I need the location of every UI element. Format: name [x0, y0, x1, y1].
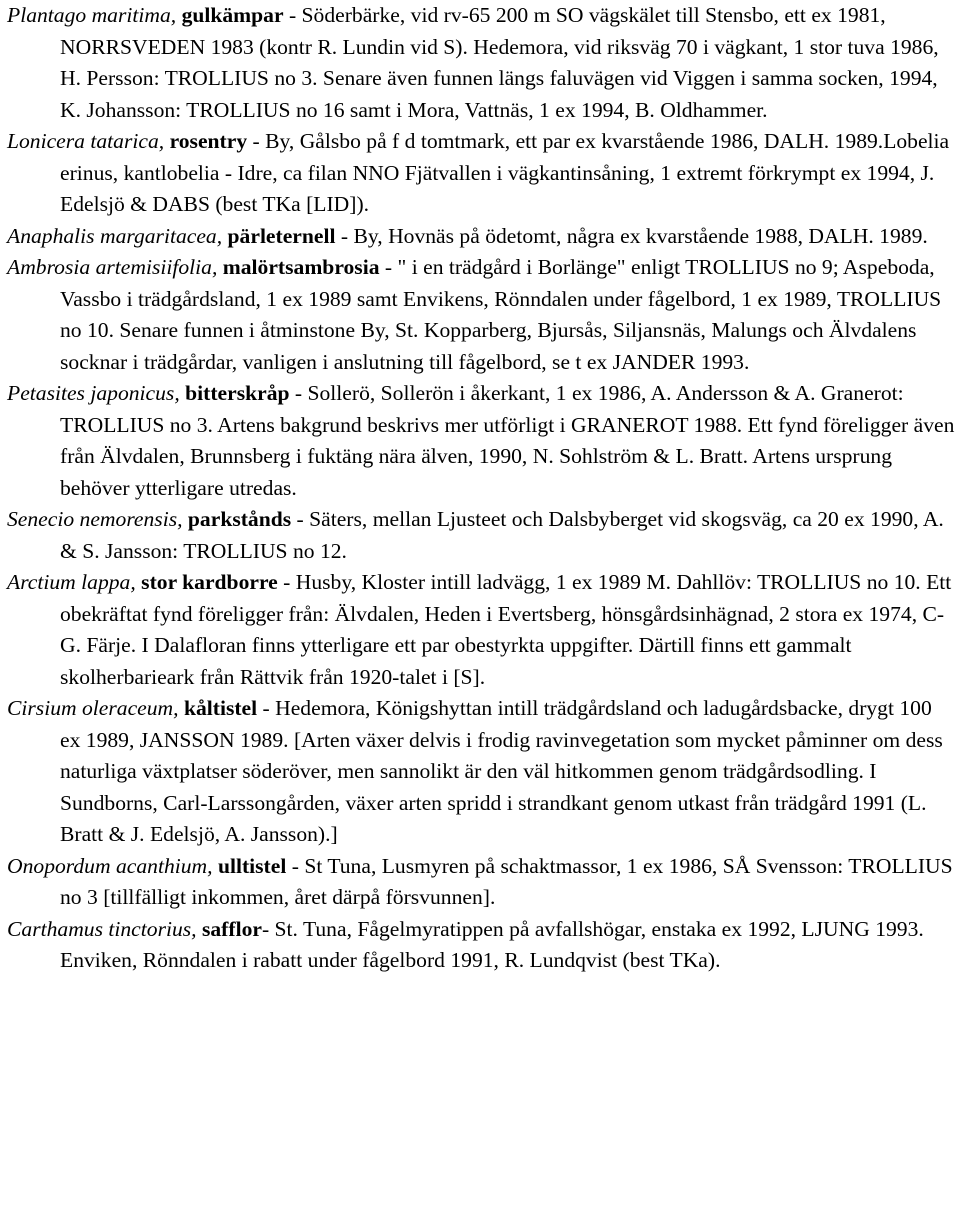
entry-text: - Sollerö, Sollerön i åkerkant, 1 ex 1986, A. Andersson & A. Granerot: TROLLIUS no 3. Artens bakgrund beskrivs mer utförligt i GRANEROT 1988. Ett fynd föreligger även från Älvdalen, Brunnsberg i fuktäng nära älven, 1990, N. Sohlström & L. Bratt. Artens ursprung behöver ytterligare utredas.	[60, 381, 955, 500]
species-entry-onopordum-acanthium	[7, 851, 955, 914]
species-entry-petasites-japonicus	[7, 378, 955, 504]
common-name: rosentry	[169, 129, 248, 153]
latin-name: Plantago maritima,	[7, 3, 177, 27]
entry-text: - Hedemora, Königshyttan intill trädgårdsland och ladugårdsbacke, drygt 100 ex 1989, JANSSON 1989. [Arten växer delvis i frodig ravinvegetation som mycket påminner om dess naturliga växtplatser söderöver, men sannolikt är den väl hitkommen genom trädgårdsodling. I Sundborns, Carl-Larssongården, växer arten spridd i strandkant genom utkast från trädgård 1991 (L. Bratt & J. Edelsjö, A. Jansson).]	[60, 696, 943, 846]
species-entry-arctium-lappa	[7, 567, 955, 693]
common-name: stor kardborre	[141, 570, 278, 594]
species-entry-cirsium-oleraceum	[7, 693, 955, 851]
species-entry-ambrosia-artemisiifolia	[7, 252, 955, 378]
species-entry-anaphalis-margaritacea	[7, 221, 955, 253]
species-entry-carthamus-tinctorius	[7, 914, 955, 977]
entry-text: - Säters, mellan Ljusteet och Dalsbyberget vid skogsväg, ca 20 ex 1990, A. & S. Jansson: TROLLIUS no 12.	[60, 507, 944, 563]
latin-name: Arctium lappa,	[7, 570, 136, 594]
entry-text: - By, Gålsbo på f d tomtmark, ett par ex kvarstående 1986, DALH. 1989.Lobelia erinus, kantlobelia - Idre, ca filan NNO Fjätvallen i vägkantinsåning, 1 extremt förkrympt ex 1994, J. Edelsjö & DABS (best TKa [LID]).	[60, 129, 950, 216]
latin-name: Lonicera tatarica,	[7, 129, 165, 153]
latin-name: Senecio nemorensis,	[7, 507, 183, 531]
entry-text: - St. Tuna, Fågelmyratippen på avfallshögar, enstaka ex 1992, LJUNG 1993. Enviken, Rönndalen i rabatt under fågelbord 1991, R. Lundqvist (best TKa).	[60, 916, 924, 972]
species-entry-lonicera-tatarica	[7, 126, 955, 221]
latin-name: Ambrosia artemisiifolia,	[7, 255, 218, 279]
entry-text: - Söderbärke, vid rv-65 200 m SO vägskälet till Stensbo, ett ex 1981, NORRSVEDEN 1983 (kontr R. Lundin vid S). Hedemora, vid riksväg 70 i vägkant, 1 stor tuva 1986, H. Persson: TROLLIUS no 3. Senare även funnen längs faluvägen vid Viggen i samma socken, 1994, K. Johansson: TROLLIUS no 16 samt i Mora, Vattnäs, 1 ex 1994, B. Oldhammer.	[60, 3, 939, 122]
common-name: safflor	[201, 916, 262, 941]
entry-text: - St Tuna, Lusmyren på schaktmassor, 1 ex 1986, SÅ Svensson: TROLLIUS no 3 [tillfälligt inkommen, året därpå försvunnen].	[60, 853, 953, 909]
common-name: ulltistel	[217, 853, 287, 878]
latin-name: Petasites japonicus,	[7, 381, 180, 405]
common-name: malörtsambrosia	[222, 255, 380, 279]
latin-name: Anaphalis margaritacea,	[7, 223, 223, 248]
common-name: bitterskråp	[185, 381, 290, 405]
species-entry-senecio-nemorensis	[7, 504, 955, 567]
document-page	[7, 0, 955, 977]
entry-text: - " i en trädgård i Borlänge" enligt TROLLIUS no 9; Aspeboda, Vassbo i trädgårdsland, 1 ex 1989 samt Envikens, Rönndalen under fågelbord, 1 ex 1989, TROLLIUS no 10. Senare funnen i åtminstone By, St. Kopparberg, Bjursås, Siljansnäs, Malungs och Älvdalens socknar i trädgårdar, vanligen i anslutning till fågelbord, se t ex JANDER 1993.	[60, 255, 942, 374]
common-name: pärleternell	[227, 223, 336, 248]
species-entry-plantago-maritima	[7, 0, 955, 126]
common-name: kåltistel	[183, 696, 258, 720]
entry-text: - By, Hovnäs på ödetomt, några ex kvarstående 1988, DALH. 1989.	[335, 223, 928, 248]
common-name: parkstånds	[187, 507, 292, 531]
entry-text: - Husby, Kloster intill ladvägg, 1 ex 1989 M. Dahllöv: TROLLIUS no 10. Ett obekräftat fynd föreligger från: Älvdalen, Heden i Evertsberg, hönsgårdsinhägnad, 2 stora ex 1974, C-G. Färje. I Dalafloran finns ytterligare ett par obestyrkta uppgifter. Därtill finns ett gammalt skolherbarieark från Rättvik från 1920-talet i [S].	[60, 570, 952, 689]
common-name: gulkämpar	[181, 3, 284, 27]
latin-name: Onopordum acanthium,	[7, 853, 213, 878]
latin-name: Carthamus tinctorius,	[7, 916, 197, 941]
latin-name: Cirsium oleraceum,	[7, 696, 179, 720]
